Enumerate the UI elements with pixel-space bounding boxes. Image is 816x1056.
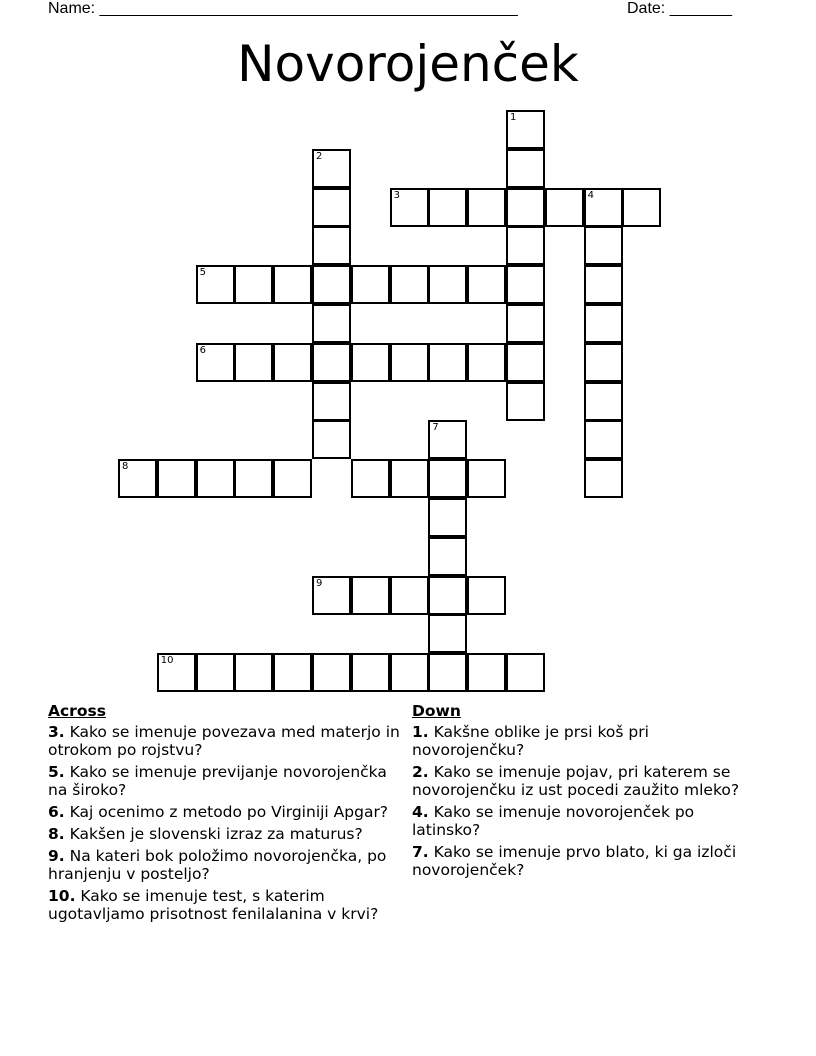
grid-cell[interactable] [118,459,157,498]
grid-cell[interactable] [467,188,506,227]
clue-text: Kako se imenuje novorojenček po latinsko? [412,803,695,839]
clue-num: 2. [412,763,429,781]
across-clue [48,887,408,923]
grid-cell[interactable] [390,653,429,692]
grid-cell[interactable] [196,459,235,498]
grid-cell[interactable] [196,343,235,382]
down-clues [412,702,752,883]
clue-number: 9 [316,577,323,589]
grid-cell[interactable] [428,459,467,498]
grid-cell[interactable] [273,265,312,304]
grid-cell[interactable] [584,304,623,343]
clue-number: 2 [316,150,323,162]
clue-text: Kako se imenuje povezava med materjo in otrokom po rojstvu? [48,723,400,759]
grid-cell[interactable] [467,459,506,498]
grid-cell[interactable] [428,498,467,537]
grid-cell[interactable] [312,653,351,692]
grid-cell[interactable] [312,188,351,227]
clue-num: 3. [48,723,65,741]
grid-cell[interactable] [351,576,390,615]
grid-cell[interactable] [506,149,545,188]
clue-text: Kako se imenuje pojav, pri katerem se novorojenčku iz ust pocedi zaužito mleko? [412,763,740,799]
across-clue [48,763,408,799]
grid-cell[interactable] [157,459,196,498]
grid-cell[interactable] [467,343,506,382]
clue-text: Kaj ocenimo z metodo po Virginiji Apgar? [64,803,389,821]
across-clues [48,702,408,927]
grid-cell[interactable] [196,653,235,692]
grid-cell[interactable] [234,653,273,692]
across-clue [48,723,408,759]
grid-cell[interactable] [584,188,623,227]
grid-cell[interactable] [157,653,196,692]
grid-cell[interactable] [584,265,623,304]
grid-cell[interactable] [390,343,429,382]
grid-cell[interactable] [428,576,467,615]
grid-cell[interactable] [467,265,506,304]
page-title: Novorojenček [237,35,579,93]
clue-number: 7 [432,422,439,434]
grid-cell[interactable] [428,653,467,692]
grid-cell[interactable] [506,343,545,382]
grid-cell[interactable] [506,110,545,149]
clue-number: 8 [122,461,129,473]
grid-cell[interactable] [545,188,584,227]
across-clue [48,803,408,821]
grid-cell[interactable] [234,265,273,304]
grid-cell[interactable] [428,420,467,459]
grid-cell[interactable] [312,343,351,382]
grid-cell[interactable] [428,537,467,576]
grid-cell[interactable] [273,459,312,498]
date-field-label: Date: _______ [627,0,732,17]
grid-cell[interactable] [428,343,467,382]
down-clue [412,763,752,799]
clue-num: 5. [48,763,65,781]
grid-cell[interactable] [312,226,351,265]
grid-cell[interactable] [312,382,351,421]
grid-cell[interactable] [506,304,545,343]
grid-cell[interactable] [312,420,351,459]
clue-number: 5 [199,267,206,279]
clue-num: 6. [48,803,65,821]
grid-cell[interactable] [428,614,467,653]
grid-cell[interactable] [234,343,273,382]
clue-text: Kakšen je slovenski izraz za maturus? [64,825,363,843]
clue-number: 3 [393,189,400,201]
down-heading: Down [412,702,461,720]
grid-cell[interactable] [584,343,623,382]
across-heading: Across [48,702,106,720]
grid-cell[interactable] [584,382,623,421]
grid-cell[interactable] [273,343,312,382]
clue-num: 8. [48,825,65,843]
clue-number: 10 [160,655,174,667]
clue-num: 9. [48,847,65,865]
grid-cell[interactable] [196,265,235,304]
grid-cell[interactable] [467,576,506,615]
grid-cell[interactable] [351,265,390,304]
grid-cell[interactable] [506,226,545,265]
clue-number: 1 [510,112,517,123]
grid-cell[interactable] [390,188,429,227]
grid-cell[interactable] [351,653,390,692]
grid-cell[interactable] [506,188,545,227]
grid-cell[interactable] [351,459,390,498]
grid-cell[interactable] [622,188,661,227]
grid-cell[interactable] [390,576,429,615]
grid-cell[interactable] [506,653,545,692]
grid-cell[interactable] [506,265,545,304]
across-clue [48,825,408,843]
grid-cell[interactable] [390,459,429,498]
grid-cell[interactable] [312,576,351,615]
grid-cell[interactable] [428,265,467,304]
clue-text: Na kateri bok položimo novorojenčka, po hranjenju v posteljo? [48,847,387,883]
grid-cell[interactable] [351,343,390,382]
grid-cell[interactable] [312,149,351,188]
down-clue [412,843,752,879]
grid-cell[interactable] [312,304,351,343]
grid-cell[interactable] [584,420,623,459]
clue-number: 4 [587,189,594,201]
grid-cell[interactable] [467,653,506,692]
grid-cell[interactable] [584,459,623,498]
grid-cell[interactable] [506,382,545,421]
across-clue [48,847,408,883]
down-clue [412,723,752,759]
clue-num: 7. [412,843,429,861]
grid-cell[interactable] [234,459,273,498]
clue-text: Kako se imenuje previjanje novorojenčka na široko? [48,763,387,799]
clue-text: Kako se imenuje prvo blato, ki ga izloči novorojenček? [412,843,737,879]
clue-text: Kako se imenuje test, s katerim ugotavljamo prisotnost fenilalanina v krvi? [48,887,379,923]
name-field-label: Name: _______________________________________________ [48,0,518,17]
grid-cell[interactable] [273,653,312,692]
down-clue [412,803,752,839]
clue-num: 4. [412,803,429,821]
grid-cell[interactable] [390,265,429,304]
clue-number: 6 [199,344,206,356]
clue-num: 1. [412,723,429,741]
grid-cell[interactable] [428,188,467,227]
clue-text: Kakšne oblike je prsi koš pri novorojenčku? [412,723,649,759]
grid-cell[interactable] [584,226,623,265]
clue-num: 10. [48,887,76,905]
grid-cell[interactable] [312,265,351,304]
